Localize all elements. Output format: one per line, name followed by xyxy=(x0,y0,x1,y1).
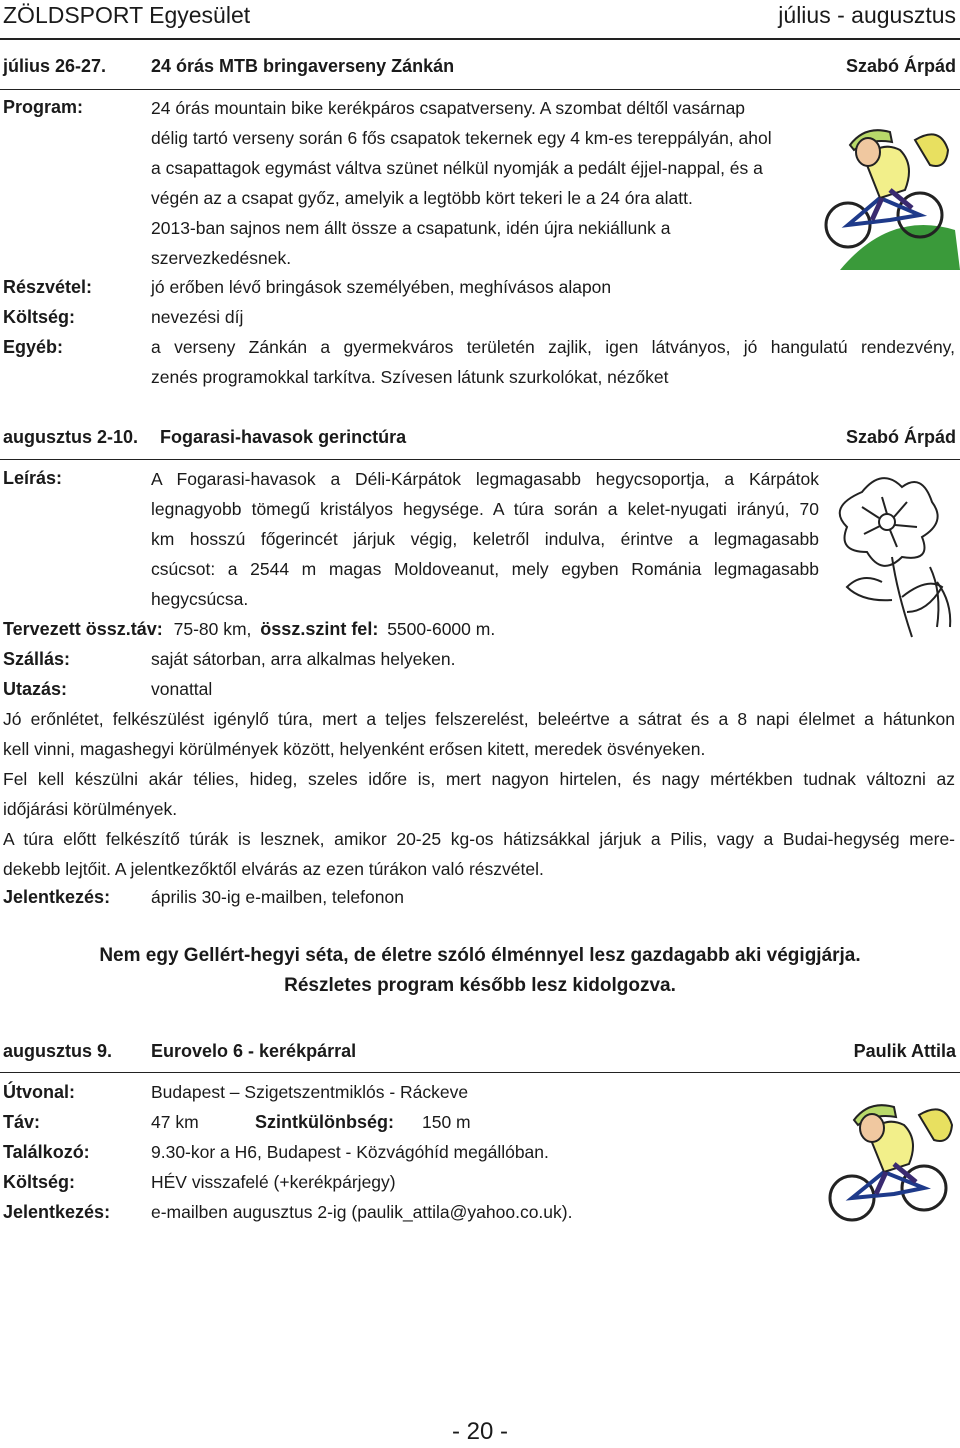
signup-value: április 30-ig e-mailben, telefonon xyxy=(151,887,404,907)
program-line: a csapattagok egymást váltva szünet nélkül nyomják a pedált éjjel-nappal, és a xyxy=(151,158,763,178)
meet-label: Találkozó: xyxy=(3,1142,90,1162)
event2-rule xyxy=(0,459,960,460)
tour-body xyxy=(3,704,955,884)
elevation-label: Szintkülönbség: xyxy=(255,1112,394,1132)
header-rule xyxy=(0,38,960,40)
event1-leader: Szabó Árpád xyxy=(845,56,956,76)
desc-text xyxy=(151,464,819,614)
desc-line: A Fogarasi-havasok a Déli-Kárpátok legmagasabb hegycsoportja, a Kárpátok xyxy=(151,469,819,489)
body-line: A túra előtt felkészítő túrák is lesznek, amikor 20-25 kg-os hátizsákkal járjuk a Pilis, vagy a Budai-hegység mere- xyxy=(3,829,955,849)
program-line: 24 órás mountain bike kerékpáros csapatverseny. A szombat déltől vasárnap xyxy=(151,98,746,118)
program-line: végén az a csapat győz, amelyik a legtöbb kört tekeri le a 24 óra alatt. xyxy=(151,188,693,208)
ascent-label: össz.szint fel: xyxy=(260,619,379,639)
travel-value: vonattal xyxy=(151,679,213,699)
elevation-value: 150 m xyxy=(422,1112,471,1132)
signup3-value: e-mailben augusztus 2-ig (paulik_attila@yahoo.co.uk). xyxy=(151,1202,573,1222)
cost3-label: Költség: xyxy=(3,1172,75,1192)
event2-date: augusztus 2-10. xyxy=(3,427,139,447)
planned-row xyxy=(3,619,495,640)
program-text xyxy=(151,93,819,273)
ascent-value: 5500-6000 m. xyxy=(387,619,496,639)
participation-value: jó erőben lévő bringások személyében, meghívásos alapon xyxy=(151,277,612,297)
desc-line: hegycsúcsa. xyxy=(151,589,249,609)
event2-title: Fogarasi-havasok gerinctúra xyxy=(160,427,407,447)
org-name: ZÖLDSPORT Egyesület xyxy=(3,2,251,28)
cost3-value: HÉV visszafelé (+kerékpárjegy) xyxy=(151,1172,396,1192)
event2-leader: Szabó Árpád xyxy=(845,427,956,447)
program-line: délig tartó verseny során 6 fős csapatok tekernek egy 4 km-es tereppályán, ahol xyxy=(151,128,772,148)
event3-rule xyxy=(0,1072,960,1073)
program-line: szervezkedésnek. xyxy=(151,248,292,268)
participation-label: Részvétel: xyxy=(3,277,93,297)
cost-label: Költség: xyxy=(3,307,75,327)
flower-illustration xyxy=(822,462,957,640)
other-label: Egyéb: xyxy=(3,337,64,357)
body-line: kell vinni, magashegyi körülmények között, helyenként erősen kitett, meredek ösvényeken. xyxy=(3,739,706,759)
distance-value: 47 km xyxy=(151,1112,199,1132)
desc-line: legnagyobb tömegű kristályos hegysége. A túra során a kelet-nyugati irányú, 70 xyxy=(151,499,819,519)
lodging-label: Szállás: xyxy=(3,649,71,669)
other-line: a verseny Zánkán a gyermekváros területén zajlik, igen látványos, jó hangulatú rendezvény, xyxy=(151,337,955,357)
other-text xyxy=(151,332,955,392)
desc-line: km hosszú főgerincét járjuk végig, keletről indulva, érintve a legmagasabb xyxy=(151,529,819,549)
program-line: 2013-ban sajnos nem állt össze a csapatunk, idén újra nekiállunk a xyxy=(151,218,671,238)
distance-label: Táv: xyxy=(3,1112,41,1132)
period: július - augusztus xyxy=(778,2,956,28)
event3-leader: Paulik Attila xyxy=(853,1041,956,1061)
cyclist-illustration xyxy=(820,120,960,270)
event3-title: Eurovelo 6 - kerékpárral xyxy=(151,1041,357,1061)
slogan-line-2: Részletes program később lesz kidolgozva. xyxy=(284,975,676,996)
planned-label: Tervezett össz.táv: xyxy=(3,619,163,639)
meet-value: 9.30-kor a H6, Budapest - Közvágóhíd megállóban. xyxy=(151,1142,549,1162)
signup-label: Jelentkezés: xyxy=(3,887,111,907)
slogan-line-1: Nem egy Gellért-hegyi séta, de életre szóló élménnyel lesz gazdagabb aki végigjárja. xyxy=(99,945,861,966)
event3-date: augusztus 9. xyxy=(3,1041,113,1061)
route-value: Budapest – Szigetszentmiklós - Ráckeve xyxy=(151,1082,469,1102)
body-line: időjárási körülmények. xyxy=(3,799,178,819)
event1-rule xyxy=(0,89,960,90)
event1-date: július 26-27. xyxy=(3,56,107,76)
planned-value: 75-80 km, xyxy=(173,619,252,639)
lodging-value: saját sátorban, arra alkalmas helyeken. xyxy=(151,649,456,669)
signup3-label: Jelentkezés: xyxy=(3,1202,111,1222)
desc-label: Leírás: xyxy=(3,468,63,488)
other-line: zenés programokkal tarkítva. Szívesen látunk szurkolókat, nézőket xyxy=(151,367,669,387)
travel-label: Utazás: xyxy=(3,679,68,699)
route-label: Útvonal: xyxy=(3,1082,75,1102)
cost-value: nevezési díj xyxy=(151,307,244,327)
body-line: Jó erőnlétet, felkészülést igénylő túra, mert a teljes felszerelést, beleértve a sátrat és a 8 napi élelmet a hátunkon xyxy=(3,709,955,729)
page-number: - 20 - xyxy=(451,1418,508,1445)
program-label: Program: xyxy=(3,97,84,117)
body-line: Fel kell készülni akár télies, hideg, szeles időre is, mert nagyon hirtelen, és nagy mértékben tudnak változni az xyxy=(3,769,955,789)
desc-line: csúcsot: a 2544 m magas Moldoveanut, mely egyben Románia legmagasabb xyxy=(151,559,819,579)
body-line: dekebb lejtőit. A jelentkezőktől elvárás az ezen túrákon való részvétel. xyxy=(3,859,544,879)
event1-title: 24 órás MTB bringaverseny Zánkán xyxy=(151,56,455,76)
cyclist-illustration xyxy=(826,1100,960,1230)
